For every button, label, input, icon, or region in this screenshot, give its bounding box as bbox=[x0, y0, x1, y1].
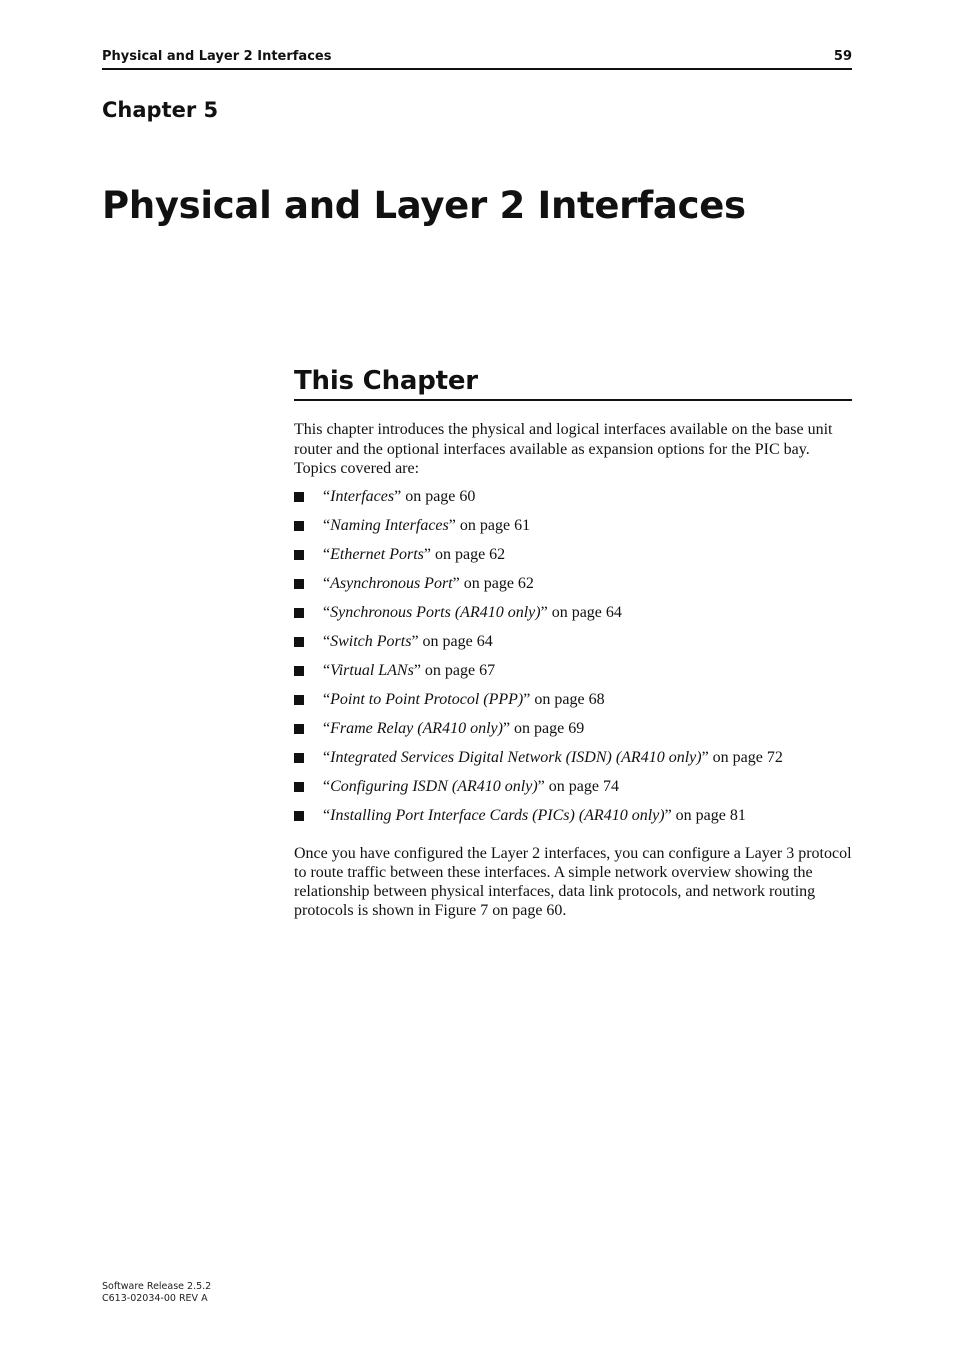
this-chapter-section bbox=[294, 366, 852, 920]
intro-paragraph: This chapter introduces the physical and logical interfaces available on the base unit router and the optional interfaces available as expansion options for the PIC bay. Topics covered are: bbox=[294, 421, 833, 477]
square-bullet-icon bbox=[294, 782, 304, 792]
list-item[interactable]: “Naming Interfaces” on page 61 bbox=[294, 516, 852, 545]
square-bullet-icon bbox=[294, 579, 304, 589]
section-title: This Chapter bbox=[294, 366, 852, 401]
square-bullet-icon bbox=[294, 492, 304, 502]
topic-link[interactable]: Switch Ports bbox=[330, 632, 412, 650]
list-item[interactable]: “Virtual LANs” on page 67 bbox=[294, 661, 852, 690]
running-header-title: Physical and Layer 2 Interfaces bbox=[102, 49, 332, 64]
topic-link[interactable]: Point to Point Protocol (PPP) bbox=[330, 690, 524, 708]
square-bullet-icon bbox=[294, 550, 304, 560]
square-bullet-icon bbox=[294, 637, 304, 647]
list-item[interactable]: “Switch Ports” on page 64 bbox=[294, 632, 852, 661]
footer bbox=[102, 1281, 211, 1305]
list-item[interactable]: “Synchronous Ports (AR410 only)” on page 64 bbox=[294, 603, 852, 632]
square-bullet-icon bbox=[294, 695, 304, 705]
square-bullet-icon bbox=[294, 811, 304, 821]
square-bullet-icon bbox=[294, 608, 304, 618]
topic-link[interactable]: Synchronous Ports (AR410 only) bbox=[330, 603, 541, 621]
list-item[interactable]: “Interfaces” on page 60 bbox=[294, 487, 852, 516]
topic-link[interactable]: Installing Port Interface Cards (PICs) (AR410 only) bbox=[330, 806, 665, 824]
chapter-label: Chapter 5 bbox=[102, 98, 219, 122]
list-item[interactable]: “Frame Relay (AR410 only)” on page 69 bbox=[294, 719, 852, 748]
list-item[interactable]: “Ethernet Ports” on page 62 bbox=[294, 545, 852, 574]
chapter-title: Physical and Layer 2 Interfaces bbox=[102, 184, 746, 227]
topic-link[interactable]: Ethernet Ports bbox=[330, 545, 424, 563]
topic-link[interactable]: Integrated Services Digital Network (ISDN) (AR410 only) bbox=[330, 748, 702, 766]
page-number: 59 bbox=[833, 49, 852, 64]
running-header bbox=[102, 48, 852, 70]
list-item[interactable]: “Point to Point Protocol (PPP)” on page 68 bbox=[294, 690, 852, 719]
topic-link[interactable]: Frame Relay (AR410 only) bbox=[330, 719, 503, 737]
list-item[interactable]: “Integrated Services Digital Network (ISDN) (AR410 only)” on page 72 bbox=[294, 748, 852, 777]
document-number: C613-02034-00 REV A bbox=[102, 1293, 208, 1304]
square-bullet-icon bbox=[294, 666, 304, 676]
list-item[interactable]: “Installing Port Interface Cards (PICs) (AR410 only)” on page 81 bbox=[294, 806, 852, 835]
topic-list bbox=[294, 487, 852, 835]
topic-link[interactable]: Virtual LANs bbox=[330, 661, 414, 679]
list-item[interactable]: “Asynchronous Port” on page 62 bbox=[294, 574, 852, 603]
square-bullet-icon bbox=[294, 521, 304, 531]
square-bullet-icon bbox=[294, 724, 304, 734]
topic-link[interactable]: Configuring ISDN (AR410 only) bbox=[330, 777, 538, 795]
topic-link[interactable]: Naming Interfaces bbox=[330, 516, 449, 534]
list-item[interactable]: “Configuring ISDN (AR410 only)” on page 74 bbox=[294, 777, 852, 806]
topic-link[interactable]: Asynchronous Port bbox=[330, 574, 453, 592]
software-release: Software Release 2.5.2 bbox=[102, 1281, 212, 1292]
topic-link[interactable]: Interfaces bbox=[330, 487, 395, 505]
outro-paragraph: Once you have configured the Layer 2 interfaces, you can configure a Layer 3 protocol to route traffic between these interfaces. A simple network overview showing the relationship between physical interfaces, data link protocols, and network routing protocols is shown in Figure 7 on page 60. bbox=[294, 844, 852, 920]
square-bullet-icon bbox=[294, 753, 304, 763]
